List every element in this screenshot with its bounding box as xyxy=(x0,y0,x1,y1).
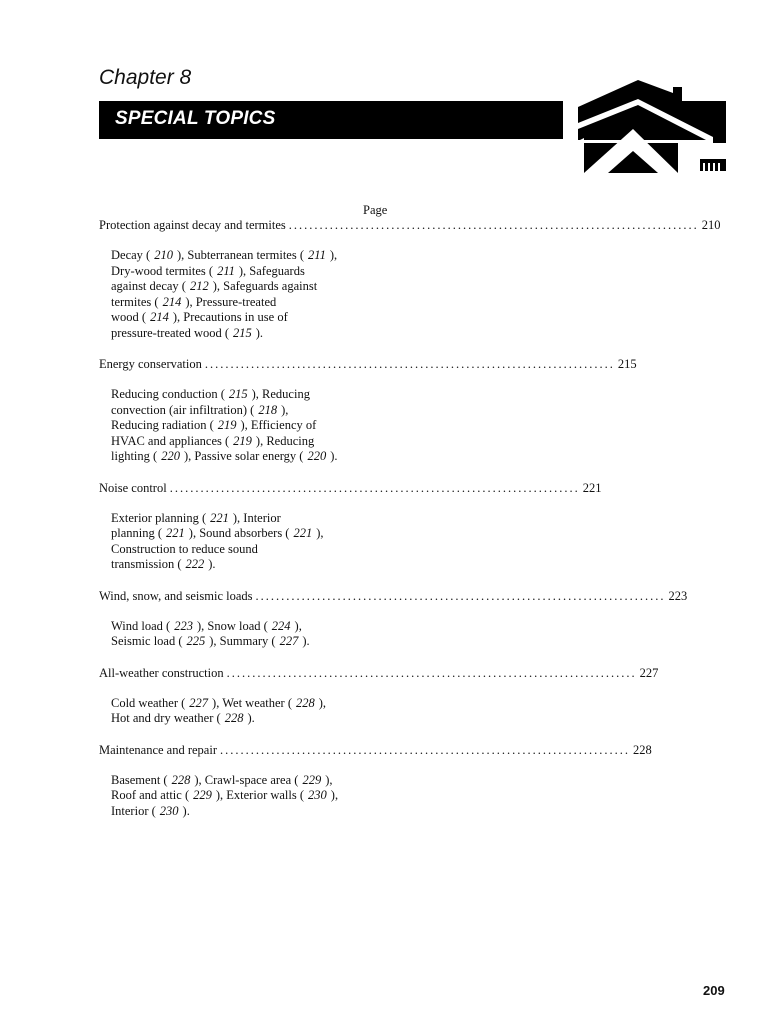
subtopic-text: Wind load ( xyxy=(111,618,171,633)
subtopic-line xyxy=(111,449,386,465)
subtopic-text: Exterior planning ( xyxy=(111,510,207,525)
toc-entry xyxy=(99,217,721,233)
subtopic-text: ), Interior xyxy=(232,510,281,525)
subtopic-line xyxy=(111,387,386,403)
subtopic-text: ), xyxy=(330,788,339,802)
toc-entry-label: Wind, snow, and seismic loads xyxy=(99,588,253,603)
subtopic-page-ref: 228 xyxy=(224,711,244,725)
toc-entry-subtopics xyxy=(111,248,386,341)
subtopic-line xyxy=(111,511,386,527)
subtopic-text: Interior ( xyxy=(111,803,156,818)
subtopic-line xyxy=(111,696,386,712)
subtopic-page-ref: 228 xyxy=(296,695,315,710)
subtopic-line xyxy=(111,788,386,804)
toc-entry-page: 210 xyxy=(701,218,721,232)
title-bar xyxy=(99,101,563,139)
subtopic-page-ref: 218 xyxy=(258,402,278,417)
subtopic-text: ), Snow load ( xyxy=(196,618,268,633)
subtopic-text: ), Safeguards against xyxy=(212,279,318,293)
page-title: SPECIAL TOPICS xyxy=(115,108,276,129)
subtopic-page-ref: 228 xyxy=(171,772,191,787)
subtopic-text: ). xyxy=(255,325,264,340)
toc-entry-subtopics xyxy=(111,619,386,650)
subtopic-line xyxy=(111,619,386,635)
toc-entry-page: 228 xyxy=(633,742,652,757)
dot-leader: ................................................................................ xyxy=(220,742,630,757)
subtopic-text: ), Efficiency of xyxy=(240,418,317,432)
subtopic-text: ). xyxy=(247,711,255,725)
subtopic-text: planning ( xyxy=(111,526,163,540)
subtopic-text: ), Sound absorbers ( xyxy=(188,526,290,540)
subtopic-text: Dry-wood termites ( xyxy=(111,263,214,278)
dot-leader: ................................................................................ xyxy=(226,665,637,680)
subtopic-text: ), Exterior walls ( xyxy=(215,788,305,802)
subtopic-text: ), xyxy=(325,772,333,787)
dot-leader: ................................................................................ xyxy=(288,218,699,232)
subtopic-page-ref: 212 xyxy=(189,279,209,293)
subtopic-page-ref: 215 xyxy=(233,325,252,340)
dot-leader: ................................................................................ xyxy=(169,480,580,495)
subtopic-page-ref: 227 xyxy=(279,634,299,648)
subtopic-text: ), xyxy=(294,618,302,633)
subtopic-line xyxy=(111,711,386,727)
subtopic-page-ref: 227 xyxy=(189,695,209,710)
house-roof-logo-icon xyxy=(578,73,726,173)
subtopic-text: transmission ( xyxy=(111,557,182,571)
table-of-contents xyxy=(99,217,721,834)
subtopic-page-ref: 219 xyxy=(217,418,237,432)
subtopic-text: ), xyxy=(329,248,338,262)
subtopic-line xyxy=(111,279,386,295)
subtopic-page-ref: 211 xyxy=(217,263,235,278)
subtopic-page-ref: 215 xyxy=(228,387,248,401)
subtopic-line xyxy=(111,326,386,342)
toc-entry-page: 215 xyxy=(617,357,637,371)
dot-leader: ................................................................................ xyxy=(204,357,615,371)
subtopic-text: lighting ( xyxy=(111,449,158,463)
subtopic-line xyxy=(111,542,386,558)
subtopic-text: Roof and attic ( xyxy=(111,788,190,802)
subtopic-page-ref: 219 xyxy=(233,433,252,448)
subtopic-line xyxy=(111,634,386,650)
subtopic-text: ), xyxy=(281,402,289,417)
subtopic-text: wood ( xyxy=(111,310,147,324)
subtopic-line xyxy=(111,264,386,280)
subtopic-text: ), Safeguards xyxy=(238,263,305,278)
toc-entry-label: Maintenance and repair xyxy=(99,742,217,757)
toc-entry-label: Protection against decay and termites xyxy=(99,218,286,232)
subtopic-text: Cold weather ( xyxy=(111,695,186,710)
subtopic-text: ). xyxy=(302,634,310,648)
subtopic-line xyxy=(111,418,386,434)
subtopic-line xyxy=(111,403,386,419)
subtopic-line xyxy=(111,310,386,326)
subtopic-page-ref: 214 xyxy=(162,294,182,309)
subtopic-line xyxy=(111,773,386,789)
subtopic-text: ), Wet weather ( xyxy=(212,695,293,710)
subtopic-text: ), xyxy=(318,695,327,710)
subtopic-text: Basement ( xyxy=(111,772,168,787)
subtopic-text: ), Pressure-treated xyxy=(185,294,277,309)
toc-entry-label: All-weather construction xyxy=(99,665,224,680)
toc-entry xyxy=(99,588,688,604)
subtopic-text: ), Passive solar energy ( xyxy=(183,449,304,463)
subtopic-page-ref: 221 xyxy=(210,510,229,525)
toc-entry-subtopics xyxy=(111,387,386,465)
toc-entry-page: 221 xyxy=(582,480,602,495)
toc-entry-label: Noise control xyxy=(99,480,167,495)
subtopic-line xyxy=(111,248,386,264)
subtopic-line xyxy=(111,804,386,820)
subtopic-text: termites ( xyxy=(111,294,159,309)
toc-entry-subtopics xyxy=(111,511,386,573)
subtopic-page-ref: 214 xyxy=(150,310,169,324)
subtopic-line xyxy=(111,295,386,311)
subtopic-text: Seismic load ( xyxy=(111,634,183,648)
toc-entry-subtopics xyxy=(111,773,386,820)
subtopic-page-ref: 221 xyxy=(293,526,313,540)
subtopic-text: pressure-treated wood ( xyxy=(111,325,230,340)
subtopic-page-ref: 221 xyxy=(166,526,185,540)
subtopic-text: ), Summary ( xyxy=(209,634,276,648)
toc-entry xyxy=(99,480,602,496)
subtopic-page-ref: 210 xyxy=(154,248,173,262)
subtopic-page-ref: 224 xyxy=(271,618,291,633)
subtopic-text: ), Crawl-space area ( xyxy=(194,772,299,787)
subtopic-text: ), Reducing xyxy=(251,387,310,401)
toc-entry-page: 223 xyxy=(668,588,688,603)
subtopic-text: Hot and dry weather ( xyxy=(111,711,221,725)
chapter-label: Chapter 8 xyxy=(99,66,192,89)
subtopic-text: ), Precautions in use of xyxy=(172,310,288,324)
subtopic-text: ), xyxy=(316,526,324,540)
page-column-header: Page xyxy=(363,203,388,217)
subtopic-text: Reducing radiation ( xyxy=(111,418,214,432)
subtopic-text: Decay ( xyxy=(111,248,151,262)
subtopic-page-ref: 229 xyxy=(193,788,212,802)
subtopic-page-ref: 230 xyxy=(159,803,179,818)
toc-entry-subtopics xyxy=(111,696,386,727)
subtopic-text: Reducing conduction ( xyxy=(111,387,225,401)
subtopic-text: ). xyxy=(208,557,216,571)
subtopic-line xyxy=(111,557,386,573)
toc-entry-page: 227 xyxy=(639,665,659,680)
toc-entry xyxy=(99,665,659,681)
toc-entry xyxy=(99,356,637,372)
subtopic-text: ). xyxy=(330,449,338,463)
subtopic-text: against decay ( xyxy=(111,279,186,293)
subtopic-text: ). xyxy=(182,803,190,818)
toc-entry-label: Energy conservation xyxy=(99,357,202,371)
subtopic-page-ref: 222 xyxy=(185,557,205,571)
subtopic-text: ), Subterranean termites ( xyxy=(176,248,305,262)
subtopic-page-ref: 225 xyxy=(186,634,206,648)
subtopic-text: ), Reducing xyxy=(255,433,315,448)
subtopic-page-ref: 229 xyxy=(302,772,322,787)
page-number: 209 xyxy=(703,983,725,998)
subtopic-text: HVAC and appliances ( xyxy=(111,433,230,448)
subtopic-line xyxy=(111,434,386,450)
subtopic-text: convection (air infiltration) ( xyxy=(111,402,255,417)
subtopic-page-ref: 220 xyxy=(161,449,180,463)
subtopic-page-ref: 223 xyxy=(174,618,193,633)
subtopic-page-ref: 230 xyxy=(308,788,327,802)
dot-leader: ................................................................................ xyxy=(255,588,666,603)
subtopic-page-ref: 220 xyxy=(307,449,327,463)
subtopic-text: Construction to reduce sound xyxy=(111,541,258,556)
subtopic-page-ref: 211 xyxy=(308,248,326,262)
subtopic-line xyxy=(111,526,386,542)
toc-entry xyxy=(99,742,652,758)
